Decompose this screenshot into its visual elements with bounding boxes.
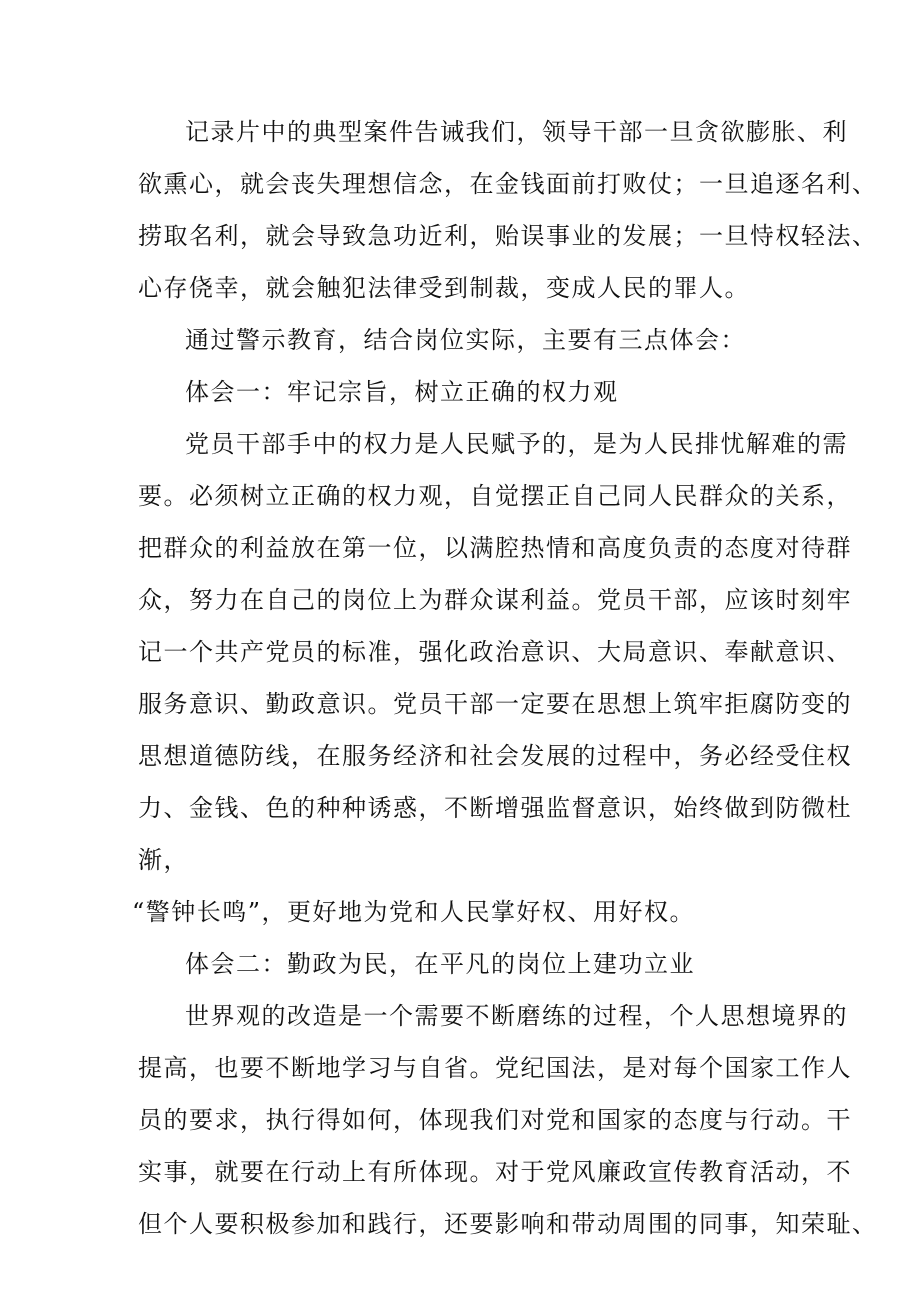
paragraph-line: 但个人要积极参加和践行，还要影响和带动周围的同事，知荣耻、 [138,1210,878,1238]
paragraph-line: 思想道德防线，在服务经济和社会发展的过程中，务必经受住权 [138,742,852,770]
paragraph-line: 心存侥幸，就会触犯法律受到制裁，变成人民的罪人。 [138,274,750,302]
paragraph-line: 众，努力在自己的岗位上为群众谋利益。党员干部，应该时刻牢 [138,586,852,614]
paragraph-line: 要。必须树立正确的权力观，自觉摆正自己同人民群众的关系， [138,482,852,510]
paragraph-line: 把群众的利益放在第一位，以满腔热情和高度负责的态度对待群 [138,534,852,562]
paragraph-line: 实事，就要在行动上有所体现。对于党风廉政宣传教育活动，不 [138,1158,852,1186]
paragraph-line: 通过警示教育，结合岗位实际，主要有三点体会： [185,326,746,354]
paragraph-line: 记一个共产党员的标准，强化政治意识、大局意识、奉献意识、 [138,638,852,666]
paragraph-line: “警钟长鸣”，更好地为党和人民掌好权、用好权。 [132,898,696,926]
paragraph-line: 力、金钱、色的种种诱惑，不断增强监督意识，始终做到防微杜 [138,794,852,822]
paragraph-line: 服务意识、勤政意识。党员干部一定要在思想上筑牢拒腐防变的 [138,690,852,718]
paragraph-line: 提高，也要不断地学习与自省。党纪国法，是对每个国家工作人 [138,1054,852,1082]
paragraph-line: 捞取名利，就会导致急功近利，贻误事业的发展；一旦恃权轻法、 [138,222,878,250]
paragraph-line: 世界观的改造是一个需要不断磨练的过程，个人思想境界的 [185,1002,848,1030]
paragraph-line: 员的要求，执行得如何，体现我们对党和国家的态度与行动。干 [138,1106,852,1134]
section-heading: 体会一：牢记宗旨，树立正确的权力观 [185,378,619,406]
paragraph-line: 党员干部手中的权力是人民赋予的，是为人民排忧解难的需 [185,430,848,458]
paragraph-line: 欲熏心，就会丧失理想信念，在金钱面前打败仗；一旦追逐名利、 [138,170,878,198]
section-heading: 体会二：勤政为民，在平凡的岗位上建功立业 [185,950,695,978]
paragraph-line: 渐， [138,846,189,874]
paragraph-line: 记录片中的典型案件告诫我们，领导干部一旦贪欲膨胀、利 [185,118,848,146]
